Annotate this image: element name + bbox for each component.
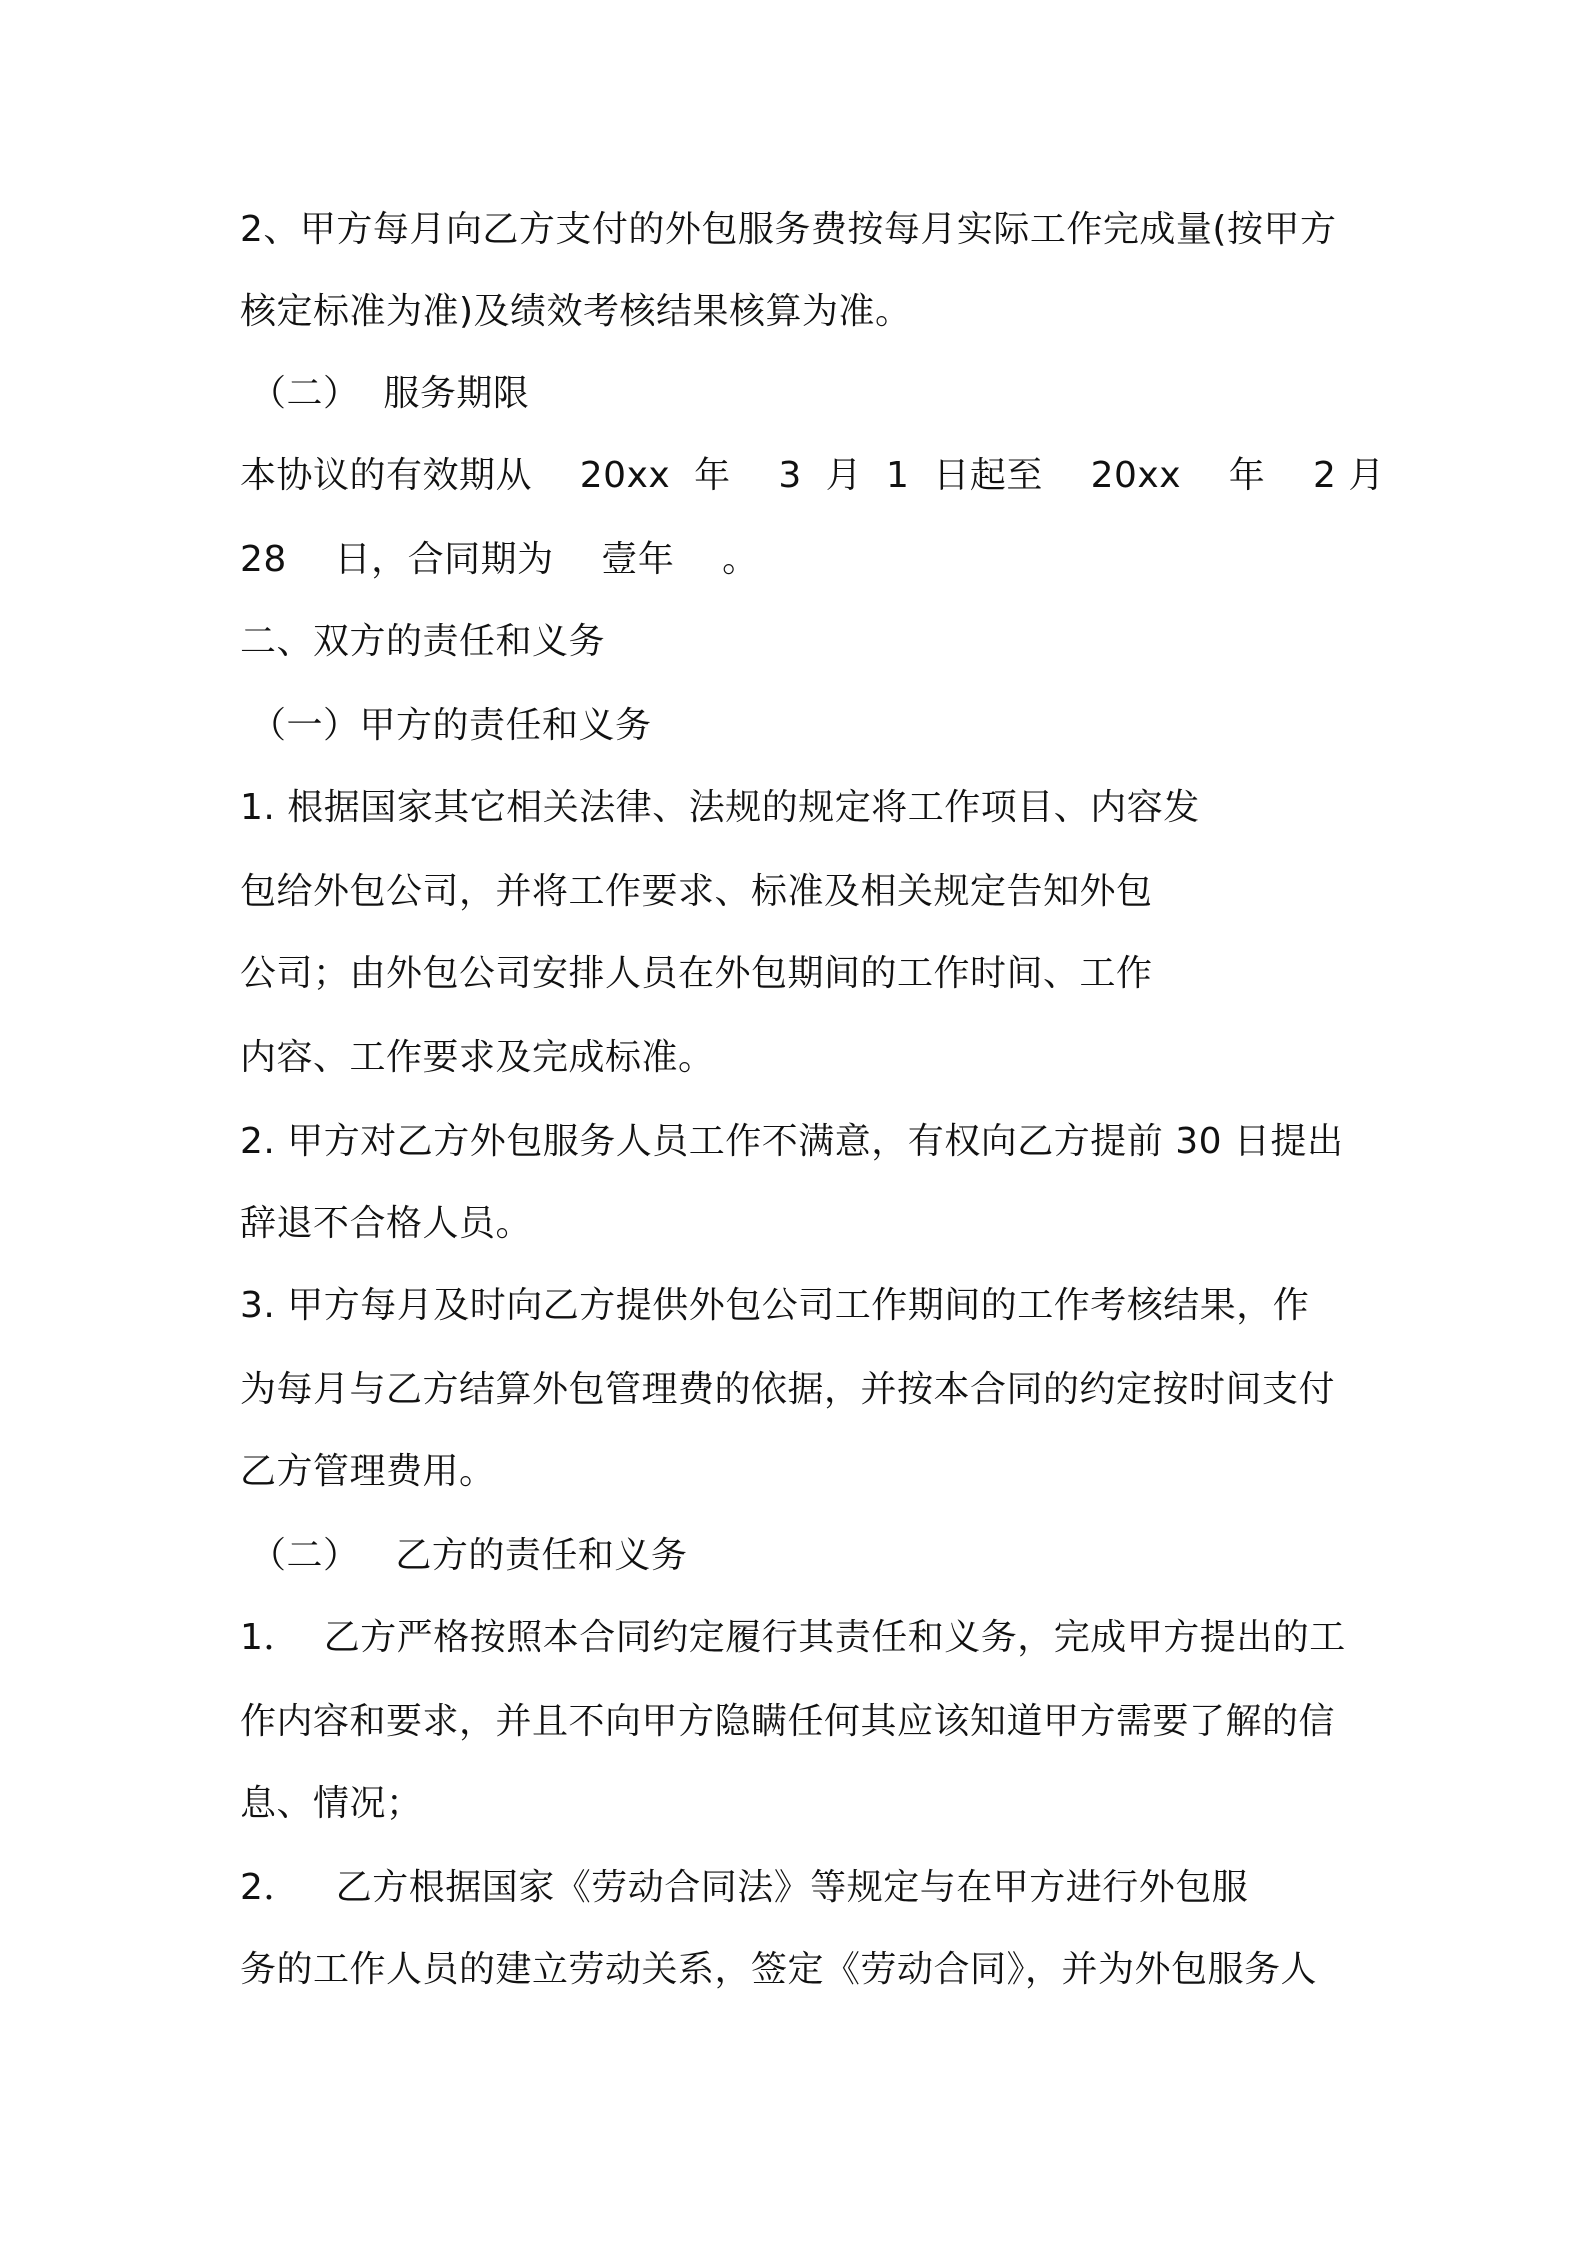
section-heading: （一）甲方的责任和义务	[250, 705, 652, 746]
text-line: 息、情况；	[240, 1783, 423, 1824]
text-line: 28 日，合同期为 壹年 。	[240, 539, 759, 580]
section-heading: （二） 服务期限	[250, 373, 530, 414]
text-line: 2． 乙方根据国家《劳动合同法》等规定与在甲方进行外包服	[240, 1867, 1249, 1908]
text-line: 务的工作人员的建立劳动关系，签定《劳动合同》，并为外包服务人	[240, 1949, 1318, 1990]
text-line: 2、甲方每月向乙方支付的外包服务费按每月实际工作完成量(按甲方	[240, 209, 1337, 250]
section-heading: 二、双方的责任和义务	[240, 621, 606, 662]
text-line: 辞退不合格人员。	[240, 1203, 533, 1244]
text-line: 为每月与乙方结算外包管理费的依据，并按本合同的约定按时间支付	[240, 1369, 1336, 1410]
text-line: 作内容和要求，并且不向甲方隐瞒任何其应该知道甲方需要了解的信	[240, 1701, 1336, 1742]
section-heading: （二） 乙方的责任和义务	[250, 1535, 688, 1576]
text-line: 内容、工作要求及完成标准。	[240, 1037, 715, 1078]
text-line: 核定标准为准)及绩效考核结果核算为准。	[240, 291, 912, 332]
text-line: 公司；由外包公司安排人员在外包期间的工作时间、工作	[240, 953, 1153, 994]
text-line: 2. 甲方对乙方外包服务人员工作不满意，有权向乙方提前 30 日提出	[240, 1121, 1344, 1162]
text-line: 本协议的有效期从 20xx 年 3 月 1 日起至 20xx 年 2 月	[240, 455, 1385, 496]
text-line: 包给外包公司，并将工作要求、标准及相关规定告知外包	[240, 871, 1153, 912]
text-line: 3. 甲方每月及时向乙方提供外包公司工作期间的工作考核结果，作	[240, 1285, 1310, 1326]
text-line: 乙方管理费用。	[240, 1451, 496, 1492]
text-line: 1. 根据国家其它相关法律、法规的规定将工作项目、内容发	[240, 787, 1200, 828]
text-line: 1． 乙方严格按照本合同约定履行其责任和义务，完成甲方提出的工	[240, 1617, 1346, 1658]
